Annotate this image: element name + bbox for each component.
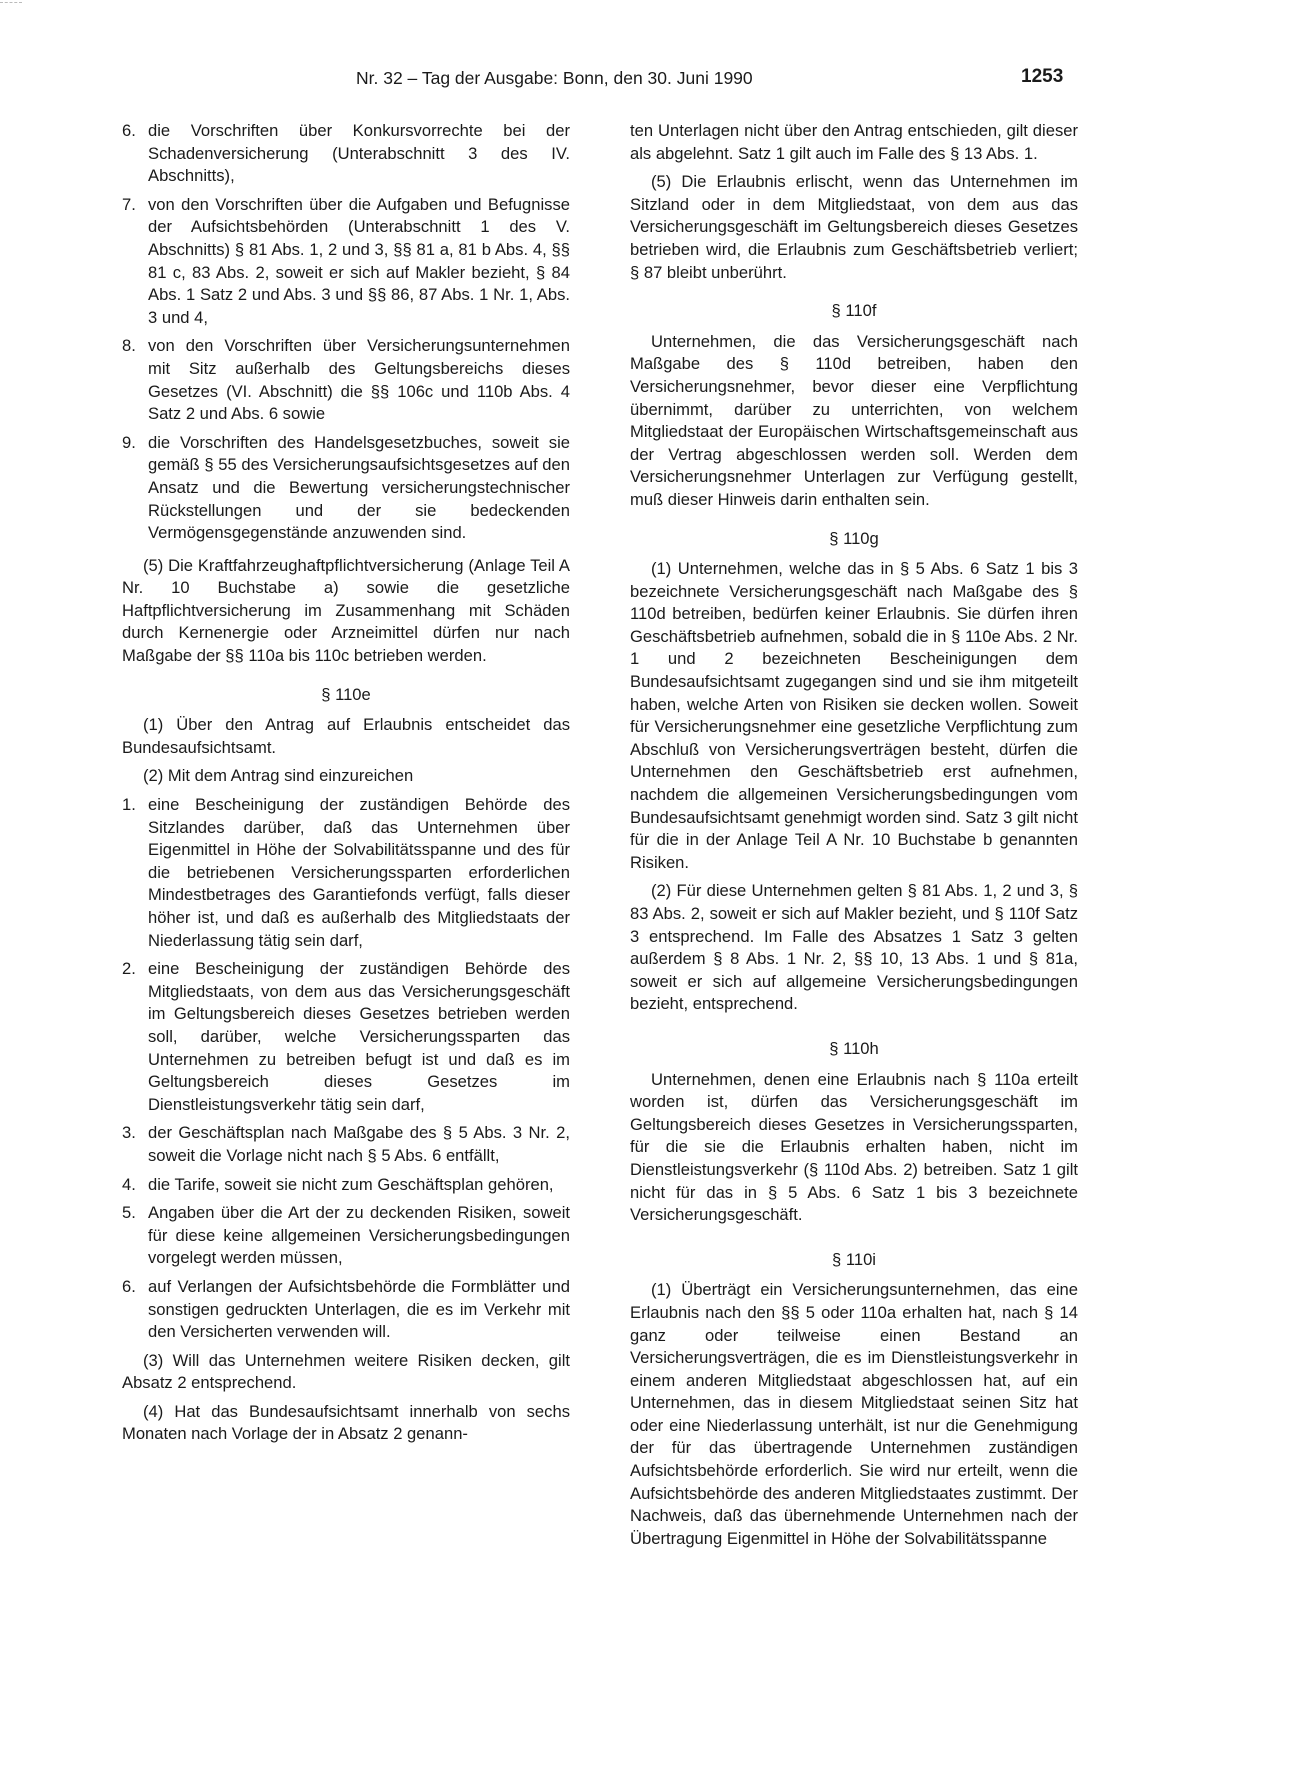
item-number: 7. xyxy=(122,194,136,214)
item-text: eine Bescheinigung der zuständigen Behörde des Mitgliedstaats, von dem aus das Versicherungsgeschäft im Geltungsbereich dieses Gesetzes betrieben werden soll, darüber, welche Versicherungssparten das Unternehmen zu betreiben befugt ist und daß es im Geltungsbereich dieses Gesetzes im Dienstleistungsverkehr tätig sein darf, xyxy=(148,959,570,1114)
list-item xyxy=(122,1122,570,1167)
paragraph-5: (5) Die Kraftfahrzeughaftpflichtversicherung (Anlage Teil A Nr. 10 Buchstabe a) sowie die gesetzliche Haftpflichtversicherung im Zusammenhang mit Schäden durch Kernenergie oder Arzneimittel dürfen nur nach Maßgabe der §§ 110a bis 110c betrieben werden. xyxy=(122,555,570,666)
item-text: auf Verlangen der Aufsichtsbehörde die Formblätter und sonstigen gedruckten Unterlagen, die es im Verkehr mit den Versicherten verwenden will. xyxy=(148,1276,570,1342)
list-item xyxy=(122,432,570,545)
list-item xyxy=(122,1202,570,1270)
item-text: von den Vorschriften über die Aufgaben und Befugnisse der Aufsichtsbehörden (Unterabschnitt 1 des V. Abschnitts) § 81 Abs. 1, 2 und 3, §§ 81 a, 81 b Abs. 4, §§ 81 c, 83 Abs. 2, soweit er sich auf Makler bezieht, § 84 Abs. 1 Satz 2 und Abs. 3 und §§ 86, 87 Abs. 1 Nr. 1, Abs. 3 und 4, xyxy=(148,194,570,327)
item-text: die Tarife, soweit sie nicht zum Geschäftsplan gehören, xyxy=(148,1174,554,1194)
paragraph-110e-1: (1) Über den Antrag auf Erlaubnis entscheidet das Bundesaufsichtsamt. xyxy=(122,715,570,757)
item-number: 6. xyxy=(122,1276,136,1296)
right-column xyxy=(630,120,1078,1556)
section-heading-110i: § 110i xyxy=(832,1249,876,1269)
paragraph-110g-2: (2) Für diese Unternehmen gelten § 81 Abs. 1, 2 und 3, § 83 Abs. 2, soweit er sich auf Makler bezieht, und § 110f Satz 3 entsprechend. Im Falle des Absatzes 1 Satz 3 gelten außerdem § 8 Abs. 1 Nr. 2, §§ 10, 13 Abs. 1 und § 81a, soweit er sich auf allgemeine Versicherungsbedingungen bezieht, entsprechend. xyxy=(630,881,1078,1014)
item-number: 2. xyxy=(122,959,136,979)
list-item xyxy=(122,1276,570,1344)
item-text: die Vorschriften des Handelsgesetzbuches, soweit sie gemäß § 55 des Versicherungsaufsichtsgesetzes auf den Ansatz und die Bewertung versicherungstechnischer Rückstellungen und der sie bedeckenden Vermögensgegenstände anzuwenden sind. xyxy=(148,432,570,543)
paragraph-110f: Unternehmen, die das Versicherungsgeschäft nach Maßgabe des § 110d betreiben, haben den Versicherungsnehmer, bevor dieser eine Verpflichtung übernimmt, darüber zu unterrichten, von welchem Mitgliedstaat der Europäischen Wirtschaftsgemeinschaft aus der Vertrag abgeschlossen werden soll. Werden dem Versicherungsnehmer Unterlagen zur Verfügung gestellt, muß dieser Hinweis darin enthalten sein. xyxy=(630,331,1078,509)
list-item xyxy=(122,1174,570,1197)
paragraph-110e-4: (4) Hat das Bundesaufsichtsamt innerhalb von sechs Monaten nach Vorlage der in Absatz 2 genann- xyxy=(122,1401,570,1444)
item-number: 9. xyxy=(122,432,136,452)
item-text: die Vorschriften über Konkursvorrechte bei der Schadenversicherung (Unterabschnitt 3 des IV. Abschnitts), xyxy=(148,121,570,186)
section-heading-110h: § 110h xyxy=(829,1038,879,1058)
section-heading-110e: § 110e xyxy=(321,684,371,704)
left-column xyxy=(122,120,570,1452)
item-number: 8. xyxy=(122,336,136,356)
page-number: 1253 xyxy=(1021,66,1064,87)
item-number: 6. xyxy=(122,121,136,140)
paragraph-110h: Unternehmen, denen eine Erlaubnis nach § 110a erteilt worden ist, dürfen das Versicherungsgeschäft im Geltungsbereich dieses Gesetzes in Versicherungssparten, für die sie die Erlaubnis erhalten haben, nicht im Dienstleistungsverkehr (§ 110d Abs. 2) betreiben. Satz 1 gilt nicht für das in § 5 Abs. 6 Satz 1 bis 3 bezeichnete Versicherungsgeschäft. xyxy=(630,1069,1078,1225)
list-item xyxy=(122,194,570,330)
item-text: der Geschäftsplan nach Maßgabe des § 5 Abs. 3 Nr. 2, soweit die Vorlage nicht nach § 5 Abs. 6 entfällt, xyxy=(148,1123,570,1165)
paragraph-110g-1: (1) Unternehmen, welche das in § 5 Abs. 6 Satz 1 bis 3 bezeichnete Versicherungsgeschäft nach Maßgabe des § 110d betreiben, bedürfen keiner Erlaubnis. Sie dürfen ihren Geschäftsbetrieb aufnehmen, sobald die in § 110e Abs. 2 Nr. 1 und 2 bezeichneten Bescheinigungen dem Bundesaufsichtsamt zugegangen sind und sie ihm mitgeteilt haben, welche Arten von Risiken sie decken wollen. Soweit für Versicherungsnehmer eine gesetzliche Verpflichtung zum Abschluß von Versicherungsverträgen besteht, dürfen die Unternehmen den Geschäftsbetrieb erst aufnehmen, nachdem die allgemeinen Versicherungsbedingungen vom Bundesaufsichtsamt genehmigt worden sind. Satz 3 gilt nicht für die in der Anlage Teil A Nr. 10 Buchstabe b genannten Risiken. xyxy=(630,559,1078,872)
paragraph-110i-1: (1) Überträgt ein Versicherungsunternehmen, das eine Erlaubnis nach den §§ 5 oder 110a erhalten hat, nach § 14 ganz oder teilweise einen Bestand an Versicherungsverträgen, die es im Dienstleistungsverkehr in einem anderen Mitgliedstaat abgeschlossen hat, auf ein Unternehmen, das in diesem Mitgliedstaat seinen Sitz hat oder eine Niederlassung unterhält, ist nur die Genehmigung der für das übertragende Unternehmen zuständigen Aufsichtsbehörde erforderlich. Sie wird nur erteilt, wenn die Aufsichtsbehörde des anderen Mitgliedstaates zustimmt. Der Nachweis, daß das übernehmende Unternehmen nach der Übertragung Eigenmittel in Höhe der Solvabilitätsspanne xyxy=(630,1280,1078,1548)
item-number: 4. xyxy=(122,1174,136,1194)
list-item xyxy=(122,794,570,952)
item-text: Angaben über die Art der zu deckenden Risiken, soweit für diese keine allgemeinen Versicherungsbedingungen vorgelegt werden müssen, xyxy=(148,1203,570,1268)
scan-edge-mark xyxy=(0,2,22,4)
section-heading-110f: § 110f xyxy=(831,301,877,321)
item-number: 5. xyxy=(122,1203,136,1223)
list-item xyxy=(122,335,570,425)
section-heading-110g: § 110g xyxy=(829,528,879,548)
paragraph-110e-2: (2) Mit dem Antrag sind einzureichen xyxy=(143,766,414,786)
paragraph-110e-3: (3) Will das Unternehmen weitere Risiken decken, gilt Absatz 2 entsprechend. xyxy=(122,1350,570,1393)
item-text: eine Bescheinigung der zuständigen Behörde des Sitzlandes darüber, daß das Unternehmen über Eigenmittel in Höhe der Solvabilitätsspanne und des für die betriebenen Versicherungssparten erforderlichen Mindestbetrages des Garantiefonds verfügt, falls dieser höher ist, und daß es außerhalb des Mitgliedstaats der Niederlassung tätig sein darf, xyxy=(148,795,570,950)
item-text: von den Vorschriften über Versicherungsunternehmen mit Sitz außerhalb des Geltungsbereichs dieses Gesetzes (VI. Abschnitt) die §§ 106c und 110b Abs. 4 Satz 2 und Abs. 6 sowie xyxy=(148,336,570,424)
item-number: 1. xyxy=(122,795,136,815)
issue-line: Nr. 32 – Tag der Ausgabe: Bonn, den 30. Juni 1990 xyxy=(356,68,753,88)
page-header xyxy=(0,68,1300,94)
paragraph-110e-4-continued: ten Unterlagen nicht über den Antrag entschieden, gilt dieser als abgelehnt. Satz 1 gilt auch im Falle des § 13 Abs. 1. xyxy=(630,121,1078,163)
item-number: 3. xyxy=(122,1123,136,1143)
list-item xyxy=(122,120,570,188)
paragraph-110e-5: (5) Die Erlaubnis erlischt, wenn das Unternehmen im Sitzland oder in dem Mitgliedstaat, von dem aus das Versicherungsgeschäft im Geltungsbereich dieses Gesetzes betrieben wird, die Erlaubnis zum Geschäftsbetrieb verliert; § 87 bleibt unberührt. xyxy=(630,172,1078,282)
list-item xyxy=(122,958,570,1116)
